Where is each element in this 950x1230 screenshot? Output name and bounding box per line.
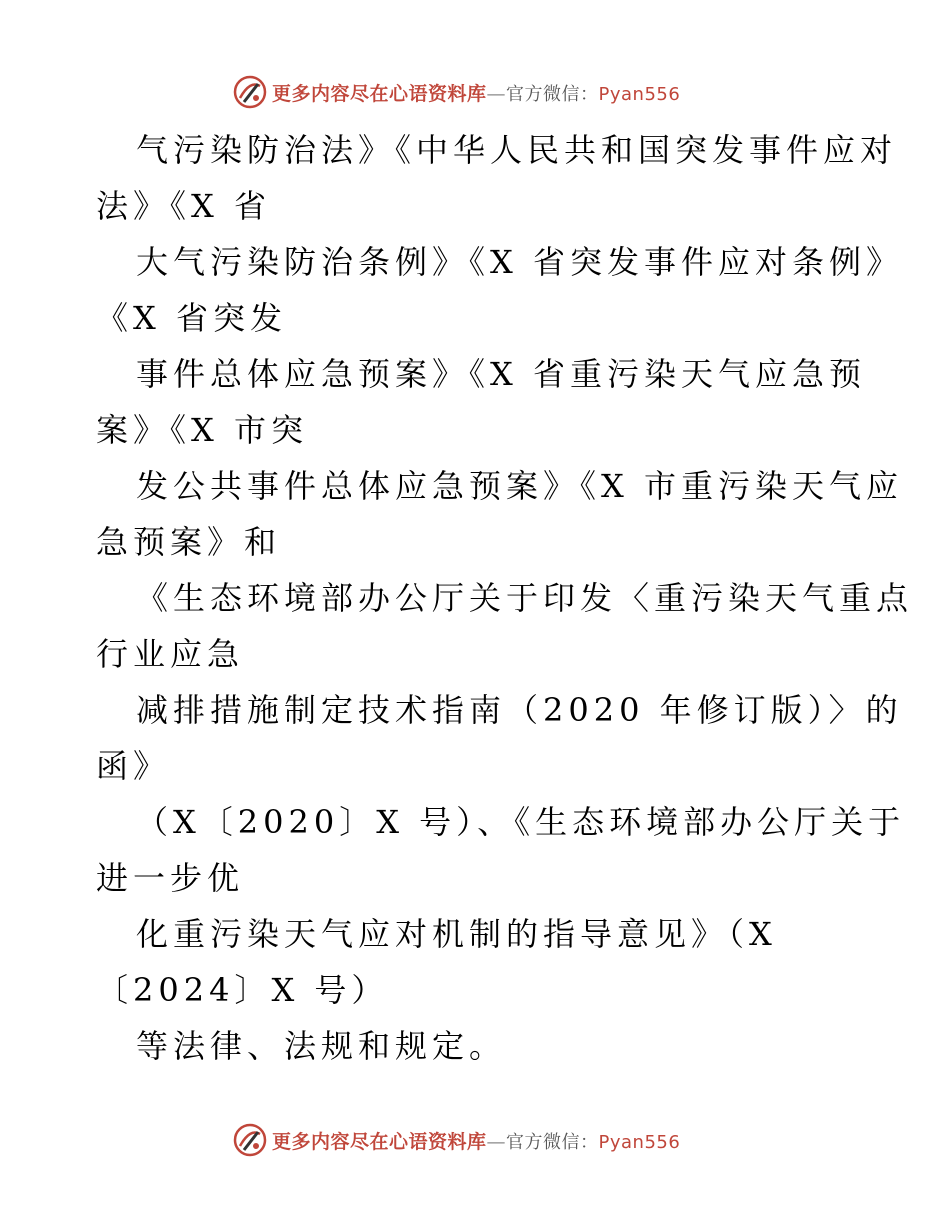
watermark-label: 官方微信： — [506, 83, 599, 105]
text-line: 进一步优 — [96, 859, 245, 897]
logo-icon — [232, 74, 268, 110]
logo-icon — [232, 1122, 268, 1158]
text-line: 《生态环境部办公厅关于印发〈重污染天气重点 — [136, 579, 914, 617]
watermark-wechat-id: Pyan556 — [598, 83, 681, 105]
text-line: 案》《X 市突 — [96, 411, 308, 449]
text-line: 急预案》和 — [96, 523, 282, 561]
text-line: 《X 省突发 — [96, 299, 287, 337]
text-line: 等法律、法规和规定。 — [136, 1027, 507, 1065]
text-line: 发公共事件总体应急预案》《X 市重污染天气应 — [136, 467, 903, 505]
text-line: 事件总体应急预案》《X 省重污染天气应急预 — [136, 355, 866, 393]
footer-watermark — [232, 1120, 712, 1160]
watermark-dash: — — [486, 1130, 507, 1153]
text-line: （X〔2020〕X 号）、《生态环境部办公厅关于 — [136, 803, 906, 841]
text-line: 气污染防治法》《中华人民共和国突发事件应对 — [136, 131, 898, 169]
watermark-site: 更多内容尽在心语资料库 — [272, 82, 487, 105]
text-line: 函》 — [96, 747, 171, 785]
text-line: 行业应急 — [96, 635, 245, 673]
text-line: 法》《X 省 — [96, 187, 271, 225]
watermark-wechat-id: Pyan556 — [598, 1131, 681, 1153]
text-line: 大气污染防治条例》《X 省突发事件应对条例》 — [136, 243, 903, 281]
header-watermark — [232, 72, 712, 112]
watermark-site: 更多内容尽在心语资料库 — [272, 1130, 487, 1153]
text-line: 化重污染天气应对机制的指导意见》（X — [136, 915, 777, 953]
watermark-label: 官方微信： — [506, 1131, 599, 1153]
watermark-text — [272, 1127, 680, 1154]
text-line: 〔2024〕X 号） — [96, 971, 389, 1009]
watermark-text — [272, 79, 680, 106]
document-body — [96, 122, 916, 1074]
text-line: 减排措施制定技术指南（2020 年修订版）〉的 — [136, 691, 903, 729]
watermark-dash: — — [486, 82, 507, 105]
